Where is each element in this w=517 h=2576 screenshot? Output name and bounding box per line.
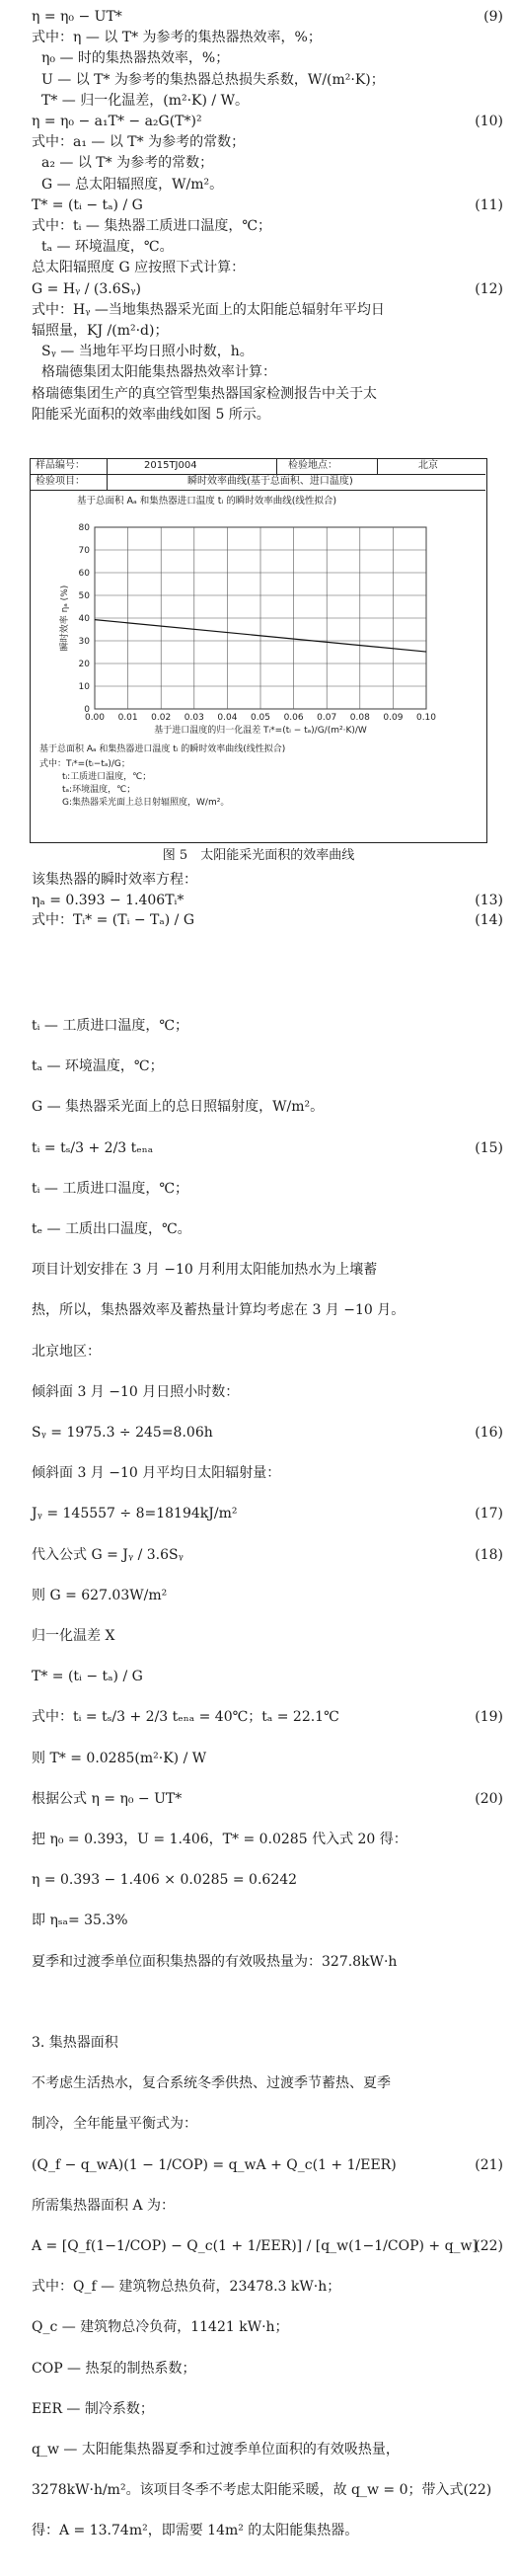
equation-number: (10) xyxy=(475,114,503,129)
x-tick-label: 0.04 xyxy=(217,713,238,723)
line-text: EER — 制冷系数； xyxy=(32,2400,154,2417)
bottom-lines-line xyxy=(32,2197,503,2215)
equation-number: (19) xyxy=(475,1709,503,1726)
figure-row1-divider-c xyxy=(377,458,378,474)
bottom-lines-line xyxy=(32,1750,503,1767)
legend-line-3: tₐ:环境温度，℃； xyxy=(62,785,136,795)
y-tick-label: 30 xyxy=(78,637,90,647)
line-text: 辐照量，KJ /(m²·d)； xyxy=(32,323,169,339)
bottom-lines-line xyxy=(32,1057,503,1075)
location-value: 北京 xyxy=(418,460,438,471)
line-text: 倾斜面 3 月 −10 月平均日太阳辐射量： xyxy=(32,1465,281,1482)
line-text: 阳能采光面积的效率曲线如图 5 所示。 xyxy=(32,406,270,423)
bottom-lines-line xyxy=(32,1464,503,1482)
y-tick-label: 0 xyxy=(84,705,90,715)
x-tick-label: 0.02 xyxy=(151,713,172,723)
bottom-lines-line xyxy=(32,1790,503,1808)
legend-title: 基于总面积 Aₐ 和集热器进口温度 tᵢ 的瞬时效率曲线(线性拟合) xyxy=(39,744,286,754)
test-item-label: 检验项目： xyxy=(36,476,85,487)
line-text: (Q_f − q_wA)(1 − 1/COP) = q_wA + Q_c(1 + 1/EER) xyxy=(32,2156,397,2173)
bottom-lines-line xyxy=(32,1180,503,1198)
figure-caption: 图 5 太阳能采光面积的效率曲线 xyxy=(162,848,355,863)
equation-number: (11) xyxy=(475,196,503,213)
line-text: T* = (tᵢ − tₐ) / G xyxy=(32,1669,143,1685)
mid-lines-line xyxy=(32,911,503,929)
top-lines-line xyxy=(41,154,503,172)
y-axis-label: 瞬时效率 ηₐ (%) xyxy=(60,585,70,652)
legend-line-1: 式中：Tᵢ*=(tᵢ−tₐ)/G； xyxy=(39,759,130,769)
line-text: 不考虑生活热水，复合系统冬季供热、过渡季节蓄热、夏季 xyxy=(32,2075,391,2092)
legend-line-4: G:集热器采光面上总日射辐照度，W/m²。 xyxy=(62,798,230,808)
bottom-lines-line xyxy=(32,1587,503,1604)
bottom-lines-line xyxy=(32,2115,503,2133)
legend-line-2: tᵢ:工质进口温度，℃； xyxy=(62,772,152,782)
bottom-lines-line xyxy=(32,1139,503,1157)
equation-number: (21) xyxy=(475,2156,503,2173)
y-tick-label: 80 xyxy=(78,523,90,533)
bottom-lines-line xyxy=(32,2318,503,2336)
bottom-lines-line xyxy=(32,2481,503,2499)
line-text: 则 G = 627.03W/m² xyxy=(32,1587,168,1603)
bottom-lines-line xyxy=(32,1098,503,1116)
x-axis-label: 基于进口温度的归一化温差 Tᵢ*=(tᵢ − tₐ)/G/(m²·K)/W xyxy=(154,726,367,736)
line-text: 热，所以，集热器效率及蓄热量计算均考虑在 3 月 −10 月。 xyxy=(32,1302,406,1319)
equation-number: (13) xyxy=(475,892,503,908)
y-tick-label: 70 xyxy=(78,546,90,556)
sample-no-label: 样品编号： xyxy=(36,460,85,471)
top-lines-line xyxy=(32,406,503,424)
x-tick-label: 0.00 xyxy=(84,713,106,723)
equation-number: (12) xyxy=(475,280,503,297)
equation-number: (9) xyxy=(483,9,503,25)
line-text: 式中：tᵢ — 集热器工质进口温度，℃； xyxy=(32,218,272,234)
top-lines-line xyxy=(32,280,503,298)
line-text: 夏季和过渡季单位面积集热器的有效吸热量为：327.8kW·h xyxy=(32,1953,398,1970)
mid-lines-line xyxy=(32,892,503,909)
line-text: 该集热器的瞬时效率方程： xyxy=(32,872,197,888)
line-text: T* — 归一化温差，(m²·K) / W。 xyxy=(41,92,249,109)
bottom-lines-line xyxy=(32,1301,503,1319)
top-lines-line xyxy=(32,385,503,403)
line-text: U — 以 T* 为参考的集热器总热损失系数，W/(m²·K)； xyxy=(41,71,385,88)
line-text: Sᵧ = 1975.3 ÷ 245=8.06h xyxy=(32,1425,213,1441)
chart-title: 基于总面积 Aₐ 和集热器进口温度 tᵢ 的瞬时效率曲线(线性拟合) xyxy=(77,496,337,507)
line-text: η = η₀ − a₁T* − a₂G(T*)² xyxy=(32,114,202,129)
bottom-lines-line xyxy=(32,2278,503,2296)
top-lines-line xyxy=(41,92,503,110)
efficiency-chart xyxy=(43,507,478,736)
line-text: 格瑞德集团太阳能集热器热效率计算： xyxy=(41,364,276,381)
line-text: η = η₀ − UT* xyxy=(32,9,122,25)
top-lines-line xyxy=(32,113,503,130)
y-tick-label: 40 xyxy=(78,614,90,624)
top-lines-line xyxy=(41,343,503,360)
bottom-lines-line xyxy=(32,1871,503,1889)
line-text: Sᵧ — 当地年平均日照小时数，h。 xyxy=(41,344,254,360)
equation-number: (20) xyxy=(475,1790,503,1807)
line-text: tᵢ = tₛ/3 + 2/3 tₑₙₐ xyxy=(32,1139,154,1156)
line-text: 北京地区： xyxy=(32,1343,101,1360)
line-text: η = 0.393 − 1.406 × 0.0285 = 0.6242 xyxy=(32,1872,298,1889)
x-tick-label: 0.01 xyxy=(117,713,138,723)
line-text: tᵢ — 工质进口温度，℃； xyxy=(32,1180,189,1197)
top-lines-line xyxy=(32,217,503,235)
figure-header-row1 xyxy=(30,458,485,475)
bottom-lines-line xyxy=(32,2400,503,2418)
figure-row1-divider-b xyxy=(276,458,277,474)
line-text: ηₐ = 0.393 − 1.406Tᵢ* xyxy=(32,892,185,908)
line-text: tₐ — 环境温度，℃。 xyxy=(41,239,174,256)
equation-number: (17) xyxy=(475,1506,503,1522)
bottom-lines-line xyxy=(32,1424,503,1442)
equation-number: (14) xyxy=(475,912,503,928)
top-lines-line xyxy=(32,259,503,276)
test-item-value: 瞬时效率曲线(基于总面积、进口温度) xyxy=(187,476,353,487)
line-text: 归一化温差 X xyxy=(32,1628,115,1644)
line-text: 式中：tᵢ = tₛ/3 + 2/3 tₑₙₐ = 40℃；tₐ = 22.1℃ xyxy=(32,1709,339,1726)
line-text: 倾斜面 3 月 −10 月日照小时数： xyxy=(32,1383,240,1400)
equation-number: (18) xyxy=(475,1546,503,1563)
line-text: Q_c — 建筑物总冷负荷，11421 kW·h； xyxy=(32,2319,289,2336)
x-tick-label: 0.05 xyxy=(250,713,271,723)
line-text: 式中：Q_f — 建筑物总热负荷，23478.3 kW·h； xyxy=(32,2279,341,2296)
line-text: 3278kW·h/m²。该项目冬季不考虑太阳能采暖，故 q_w = 0；带入式(22) xyxy=(32,2482,492,2499)
line-text: 根据公式 η = η₀ − UT* xyxy=(32,1790,183,1807)
top-lines-line xyxy=(41,363,503,381)
y-tick-label: 60 xyxy=(78,569,90,579)
line-text: Jᵧ = 145557 ÷ 8=18194kJ/m² xyxy=(32,1506,238,1522)
bottom-lines-line xyxy=(32,2034,503,2052)
line-text: tₑ — 工质出口温度，℃。 xyxy=(32,1221,191,1237)
bottom-lines-line xyxy=(32,2237,503,2255)
line-text: η₀ — 时的集热器热效率，%； xyxy=(41,50,230,67)
bottom-lines-line xyxy=(32,2522,503,2539)
bottom-lines-line xyxy=(32,1505,503,1522)
top-lines-line xyxy=(32,133,503,151)
top-lines-line xyxy=(32,301,503,319)
equation-number: (15) xyxy=(475,1139,503,1156)
bottom-lines-line xyxy=(32,2441,503,2459)
equation-number: (16) xyxy=(475,1425,503,1441)
equation-number: (22) xyxy=(475,2238,503,2254)
sample-no-value: 2015TJ004 xyxy=(144,460,197,471)
top-lines-line xyxy=(41,238,503,256)
x-tick-label: 0.08 xyxy=(349,713,370,723)
line-text: G — 集热器采光面上的总日照辐射度，W/m²。 xyxy=(32,1099,325,1116)
line-text: 3. 集热器面积 xyxy=(32,2035,118,2051)
location-label: 检验地点： xyxy=(288,460,337,471)
y-tick-label: 50 xyxy=(78,591,90,601)
x-tick-label: 0.03 xyxy=(184,713,204,723)
line-text: 总太阳辐照度 G 应按照下式计算： xyxy=(32,260,246,276)
bottom-lines-line xyxy=(32,1912,503,1929)
line-text: 所需集热器面积 A 为： xyxy=(32,2197,176,2214)
line-text: 即 ηₛₐ= 35.3% xyxy=(32,1912,128,1929)
line-text: tₐ — 环境温度，℃； xyxy=(32,1058,164,1075)
bottom-lines-line xyxy=(32,1220,503,1238)
bottom-lines-line xyxy=(32,1261,503,1279)
line-text: A = [Q_f(1−1/COP) − Q_c(1 + 1/EER)] / [q_w(1−1/COP) + q_w] xyxy=(32,2238,478,2254)
bottom-lines-line xyxy=(32,2360,503,2378)
top-lines-line xyxy=(41,71,503,89)
y-tick-label: 20 xyxy=(78,660,90,669)
line-text: 项目计划安排在 3 月 −10 月利用太阳能加热水为上壤蓄 xyxy=(32,1262,378,1279)
line-text: T* = (tᵢ − tₐ) / G xyxy=(32,196,143,213)
line-text: G = Hᵧ / (3.6Sᵧ) xyxy=(32,280,141,297)
line-text: 把 η₀ = 0.393，U = 1.406，T* = 0.0285 代入式 20 得： xyxy=(32,1832,407,1847)
x-tick-label: 0.09 xyxy=(383,713,404,723)
line-text: COP — 热泵的制热系数； xyxy=(32,2360,196,2377)
line-text: 格瑞德集团生产的真空管型集热器国家检测报告中关于太 xyxy=(32,385,377,402)
top-lines-line xyxy=(32,29,503,46)
line-text: 得：A = 13.74m²，即需要 14m² 的太阳能集热器。 xyxy=(32,2523,359,2539)
top-lines-line xyxy=(41,49,503,67)
bottom-lines-line xyxy=(32,1017,503,1035)
line-text: 式中：Hᵧ —当地集热器采光面上的太阳能总辐射年平均日 xyxy=(32,301,385,318)
bottom-lines-line xyxy=(32,1343,503,1361)
bottom-lines-line xyxy=(32,2074,503,2092)
mid-lines-line xyxy=(32,871,503,889)
bottom-lines-line xyxy=(32,1953,503,1971)
x-tick-label: 0.10 xyxy=(415,713,437,723)
line-text: a₂ — 以 T* 为参考的常数； xyxy=(41,155,214,172)
bottom-lines-line xyxy=(32,1993,503,2011)
line-text: tᵢ — 工质进口温度，℃； xyxy=(32,1018,189,1034)
x-tick-label: 0.07 xyxy=(317,713,337,723)
bottom-lines-line xyxy=(32,1831,503,1848)
line-text: 式中：Tᵢ* = (Tᵢ − Tₐ) / G xyxy=(32,912,195,928)
x-tick-label: 0.06 xyxy=(283,713,304,723)
line-text: G — 总太阳辐照度，W/m²。 xyxy=(41,176,224,193)
line-text: 式中：a₁ — 以 T* 为参考的常数； xyxy=(32,134,246,151)
bottom-lines-line xyxy=(32,2156,503,2174)
line-text: 制冷，全年能量平衡式为： xyxy=(32,2116,197,2133)
top-lines-line xyxy=(32,8,503,26)
bottom-lines-line xyxy=(32,1546,503,1564)
top-lines-line xyxy=(41,176,503,194)
bottom-lines-line xyxy=(32,1383,503,1401)
line-text: 式中：η — 以 T* 为参考的集热器热效率，%； xyxy=(32,30,322,46)
line-text: 则 T* = 0.0285(m²·K) / W xyxy=(32,1750,207,1766)
bottom-lines-line xyxy=(32,1668,503,1685)
y-tick-label: 10 xyxy=(78,682,90,692)
bottom-lines-line xyxy=(32,1627,503,1645)
top-lines-line xyxy=(32,322,503,340)
line-text: q_w — 太阳能集热器夏季和过渡季单位面积的有效吸热量， xyxy=(32,2442,400,2458)
bottom-lines-line xyxy=(32,1708,503,1726)
top-lines-line xyxy=(32,196,503,214)
line-text: 代入公式 G = Jᵧ / 3.6Sᵧ xyxy=(32,1546,184,1563)
